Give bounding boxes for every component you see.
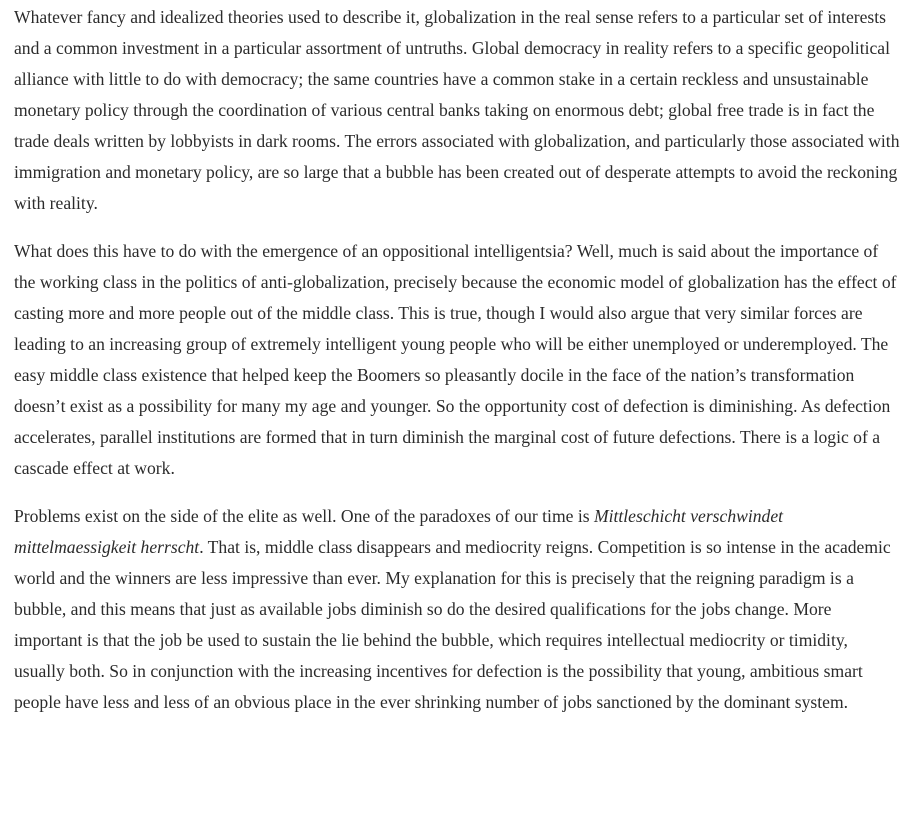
paragraph-globalization: Whatever fancy and idealized theories used to describe it, globalization in the real sense refers to a particular set of interests and a common investment in a particular assortment of untruths. Global democracy in reality refers to a specific geopolitical alliance with little to do with democracy; the same countries have a common stake in a certain reckless and unsustainable monetary policy through the coordination of various central banks taking on enormous debt; global free trade is in fact the trade deals written by lobbyists in dark rooms. The errors associated with globalization, and particularly those associated with immigration and monetary policy, are so large that a bubble has been created out of desperate attempts to avoid the reckoning with reality. (14, 7, 900, 213)
paragraph-elite-text-start: Problems exist on the side of the elite as well. One of the paradoxes of our time is (14, 506, 594, 526)
german-phrase: Mittleschicht verschwindet mittelmaessigkeit herrscht (14, 506, 784, 557)
paragraph-elite-text-end: . That is, middle class disappears and mediocrity reigns. Competition is so intense in the academic world and the winners are less impressive than ever. My explanation for this is precisely that the reigning paradigm is a bubble, and this means that just as available jobs diminish so do the desired qualifications for the jobs change. More important is that the job be used to sustain the lie behind the bubble, which requires intellectual mediocrity or timidity, usually both. So in conjunction with the increasing incentives for defection is the possibility that young, ambitious smart people have less and less of an obvious place in the ever shrinking number of jobs sanctioned by the dominant system. (14, 537, 891, 712)
paragraph-elite-problems (14, 501, 902, 718)
paragraph-oppositional-intelligentsia: What does this have to do with the emergence of an oppositional intelligentsia? Well, much is said about the importance of the working class in the politics of anti-globalization, precisely because the economic model of globalization has the effect of casting more and more people out of the middle class. This is true, though I would also argue that very similar forces are leading to an increasing group of extremely intelligent young people who will be either unemployed or underemployed. The easy middle class existence that helped keep the Boomers so pleasantly docile in the face of the nation’s transformation doesn’t exist as a possibility for many my age and younger. So the opportunity cost of defection is diminishing. As defection accelerates, parallel institutions are formed that in turn diminish the marginal cost of future defections. There is a logic of a cascade effect at work. (14, 241, 897, 478)
article-body (14, 2, 902, 718)
